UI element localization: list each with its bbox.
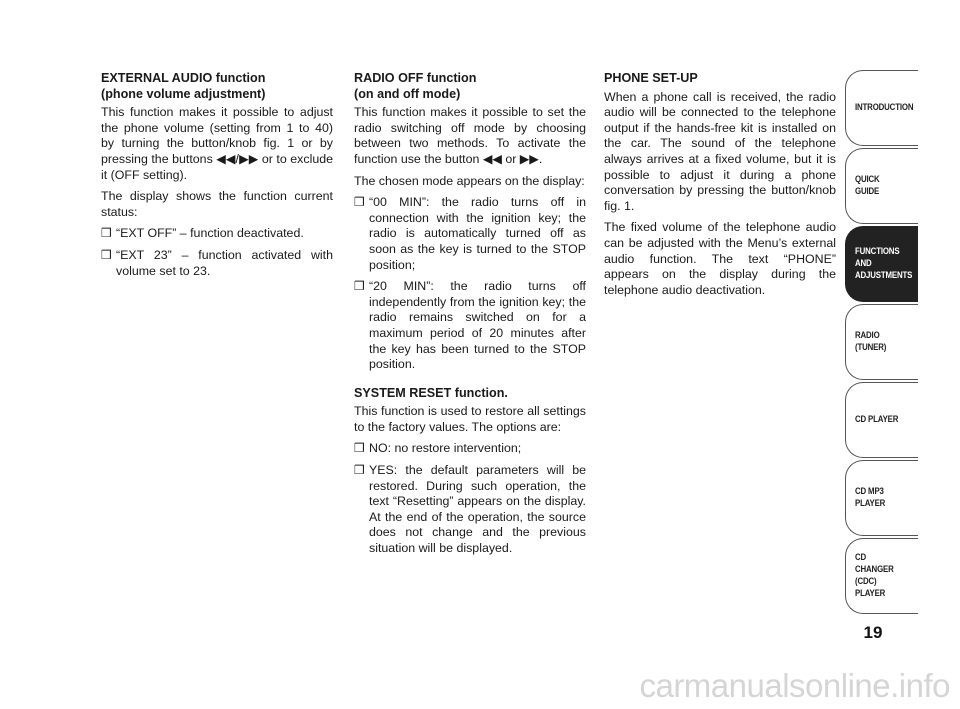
checkbox-bullet-icon: ❒ xyxy=(354,195,365,210)
column-phone-setup xyxy=(604,71,836,304)
paragraph: The display shows the function current status: xyxy=(101,189,333,219)
heading-line: RADIO OFF function xyxy=(354,71,477,85)
checkbox-bullet-icon: ❒ xyxy=(101,226,112,241)
section-heading: PHONE SET-UP xyxy=(604,71,698,85)
checkbox-bullet-icon: ❒ xyxy=(101,247,112,262)
paragraph: When a phone call is received, the radio audio will be connected to the telephone output if the hands-free kit is installed on the car. The sound of the telephone always arrives at a fixed volume, but it is possible to adjust it during a phone conversation by pressing the button/knob fig. 1. xyxy=(604,89,836,213)
paragraph: This function makes it possible to set the radio switching off mode by choosing between two methods. To activate the function use the button ◀◀ or ▶▶. xyxy=(354,105,586,166)
list-item: ❒ “20 MIN”: the radio turns off independently from the ignition key; the radio remains switched on for a maximum period of 20 minutes after the key has been turned to the STOP position. xyxy=(354,279,586,372)
paragraph: This function makes it possible to adjust the phone volume (setting from 1 to 40) by turning the button/knob fig. 1 or by pressing the buttons ◀◀/▶▶ or to exclude it (OFF setting). xyxy=(101,105,333,182)
column-radio-off xyxy=(354,71,586,563)
page-number: 19 xyxy=(863,623,883,642)
tab-quick-guide[interactable]: QUICK GUIDE xyxy=(845,148,918,224)
bullet-list xyxy=(354,195,586,373)
list-item: ❒ “00 MIN”: the radio turns off in connection with the ignition key; the radio is automatically turned off as soon as the key is turned to the STOP position; xyxy=(354,195,586,272)
bullet-list xyxy=(354,441,586,556)
chapter-tabs xyxy=(845,70,918,616)
tab-radio-tuner[interactable]: RADIO (TUNER) xyxy=(845,304,918,380)
heading-line: (phone volume adjustment) xyxy=(101,86,266,101)
bullet-list xyxy=(101,226,333,279)
list-item: ❒ “EXT OFF” – function deactivated. xyxy=(101,226,304,241)
list-item: ❒ YES: the default parameters will be restored. During such operation, the text “Resetting” appears on the display. At the end of the operation, the source does not change and the previous situation will be displayed. xyxy=(354,463,586,556)
watermark: carmanualsonline.info xyxy=(639,667,950,704)
tab-functions-and-adjustments[interactable]: FUNCTIONS AND ADJUSTMENTS xyxy=(845,226,918,302)
list-item: ❒ “EXT 23” – function activated with volume set to 23. xyxy=(101,247,333,278)
section-heading xyxy=(354,71,586,102)
heading-line: EXTERNAL AUDIO function xyxy=(101,71,266,85)
checkbox-bullet-icon: ❒ xyxy=(354,441,365,456)
section-heading xyxy=(101,71,333,102)
paragraph: The chosen mode appears on the display: xyxy=(354,173,585,188)
paragraph: This function is used to restore all settings to the factory values. The options are: xyxy=(354,404,586,434)
paragraph: The fixed volume of the telephone audio can be adjusted with the Menu’s external audio function. The text “PHONE” appears on the display during the telephone audio deactivation. xyxy=(604,220,836,297)
tab-introduction[interactable]: INTRODUCTION xyxy=(845,70,918,146)
section-heading: SYSTEM RESET function. xyxy=(354,385,508,400)
column-external-audio xyxy=(101,71,333,285)
checkbox-bullet-icon: ❒ xyxy=(354,463,365,478)
heading-line: (on and off mode) xyxy=(354,86,461,101)
tab-cd-changer-player[interactable]: CD CHANGER (CDC) PLAYER xyxy=(845,538,918,614)
tab-cd-mp3-player[interactable]: CD MP3 PLAYER xyxy=(845,460,918,536)
checkbox-bullet-icon: ❒ xyxy=(354,279,365,294)
tab-cd-player[interactable]: CD PLAYER xyxy=(845,382,918,458)
list-item: ❒ NO: no restore intervention; xyxy=(354,441,522,456)
